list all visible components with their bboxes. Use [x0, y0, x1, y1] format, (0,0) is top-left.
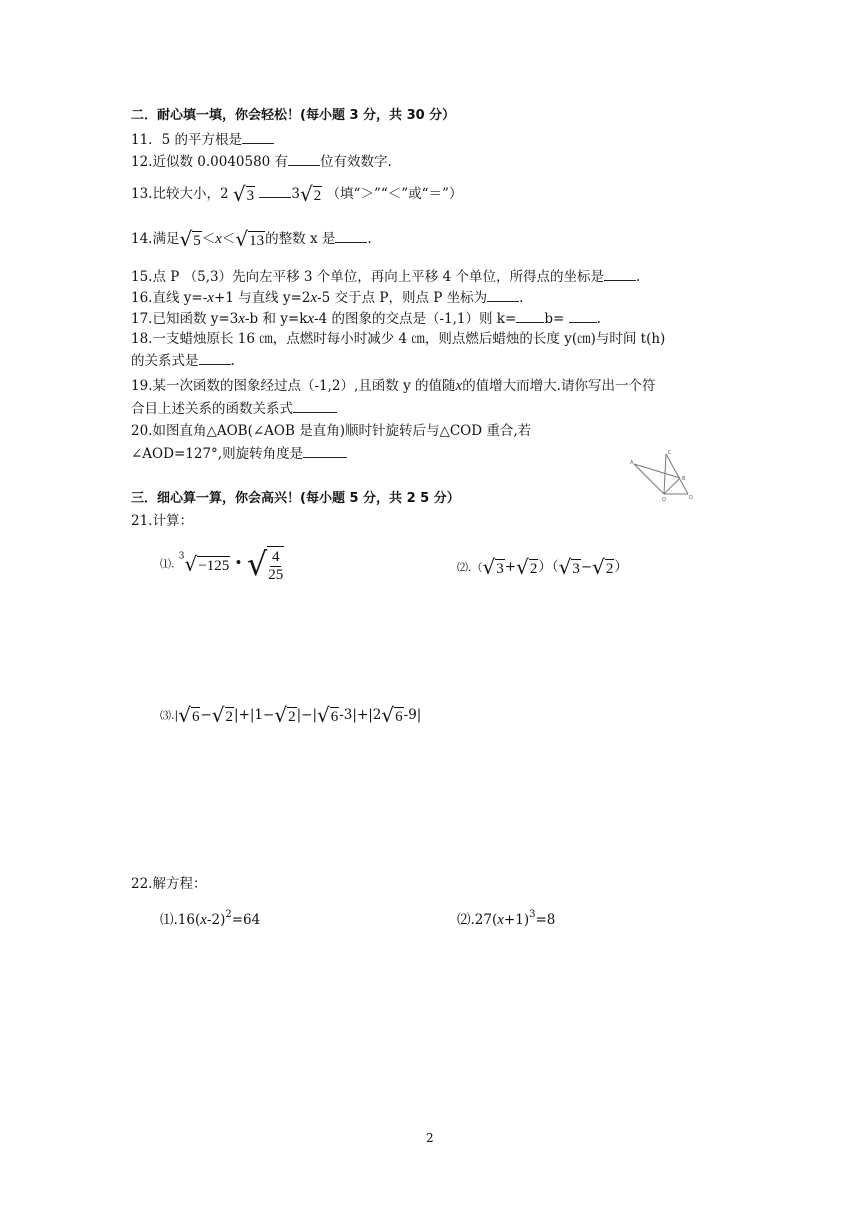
var-x: x [307, 311, 315, 327]
sqrt-3: √ 3 [232, 182, 255, 206]
period: . [635, 269, 641, 285]
problem-label: ⑵.（ [457, 561, 483, 574]
q13-text-a: 13.比较大小，2 [131, 186, 229, 202]
q19-answer-blank[interactable] [293, 399, 337, 413]
paren: ）（ [538, 559, 559, 575]
equation-text: =8 [535, 912, 556, 928]
question-20-line1: 20.如图直角△AOB(∠AOB 是直角)顺时针旋转后与△COD 重合,若 [131, 423, 532, 439]
expr-text: |−| [296, 707, 317, 723]
q18-text: 的关系式是 [131, 353, 199, 369]
q20-text: ∠AOD=127°,则旋转角度是 [131, 446, 304, 462]
plus-sign: + [504, 559, 517, 575]
question-19-line2 [131, 399, 337, 418]
q14-answer-blank[interactable] [335, 229, 367, 243]
q13-text-b: 3 [291, 186, 300, 202]
sqrt-3: √ 3 [558, 555, 580, 579]
problem-label: ⑶.| [160, 709, 179, 722]
var-x: x [200, 912, 207, 928]
point-label-b: B [682, 476, 686, 482]
question-18-line2 [131, 351, 235, 370]
question-11 [131, 130, 274, 149]
sqrt-6: √ 6 [178, 703, 200, 727]
question-18-line1: 18.一支蜡烛原长 16 ㎝，点燃时每小时减少 4 ㎝，则点燃后蜡烛的长度 y(㎝)与时间 t(h) [131, 331, 666, 347]
q19-text-c: 合目上述关系的函数关系式 [131, 401, 293, 417]
question-14 [131, 229, 372, 250]
equation-22-2 [457, 906, 555, 929]
question-20-line2 [131, 444, 347, 463]
q14-text-b: 的整数 x 是 [265, 231, 336, 247]
cube-root-index: 3 [178, 551, 185, 562]
period: . [230, 353, 235, 369]
q13-text-c: （填“＞”“＜”或“＝”） [326, 186, 463, 202]
q15-text: 15.点 P （5,3）先向左平移 3 个单位，再向上平移 4 个单位，所得点的坐标是 [131, 269, 604, 285]
q11-answer-blank[interactable] [242, 130, 274, 144]
q20-answer-blank[interactable] [303, 444, 347, 458]
var-x: x [497, 912, 504, 928]
q17-text-a: 17.已知函数 y=3 [131, 311, 239, 327]
q18-answer-blank[interactable] [199, 351, 231, 365]
q13-answer-blank[interactable] [259, 184, 291, 198]
period: . [519, 290, 524, 306]
less-than: ＜ [201, 231, 216, 247]
period: . [596, 311, 601, 327]
question-22: 22.解方程： [131, 876, 207, 892]
minus-sign: − [200, 707, 212, 723]
expr-text: -3|+|2 [339, 707, 382, 723]
sqrt-2: √ 2 [300, 182, 322, 206]
question-13 [131, 184, 462, 205]
q19-text-b: 的值增大而增大.请你写出一个符 [462, 378, 656, 394]
exponent: 3 [529, 909, 536, 920]
q12-text-a: 12.近似数 0.0040580 有 [131, 154, 289, 170]
section2-heading: 二．耐心填一填，你会轻松！(每小题 3 分，共 30 分） [131, 108, 456, 123]
rotation-figure [628, 446, 700, 504]
sqrt-2: √ 2 [592, 555, 614, 579]
q16-text-b: +1 与直线 y=2 [213, 290, 311, 306]
multiply-dot: • [234, 555, 243, 572]
point-label-c: C [668, 450, 672, 456]
q17-text-b: -b 和 y=k [244, 311, 308, 327]
problem-21-2 [457, 557, 628, 578]
sqrt-6: √ 6 [381, 703, 403, 727]
expr-text: -9| [403, 707, 422, 723]
cube-root: √ −125 [184, 551, 230, 576]
sqrt-3: √ 3 [482, 555, 504, 579]
q17-text-d: b= [544, 311, 565, 327]
var-x: x [455, 378, 463, 394]
q12-answer-blank[interactable] [288, 152, 320, 166]
sqrt-13: √ 13 [235, 227, 265, 251]
var-x: x [215, 231, 222, 247]
point-label-a: A [630, 460, 634, 466]
q16-text-a: 16.直线 y=- [131, 290, 208, 306]
equation-text: +1) [503, 912, 530, 928]
sqrt-fraction: √ $\frac{4}{25}$ [246, 545, 284, 583]
question-15 [131, 267, 640, 286]
fraction-denominator: 25 [268, 567, 284, 583]
fraction-numerator: 4 [271, 549, 280, 565]
period: . [367, 231, 372, 247]
sqrt-2: √ 2 [274, 703, 296, 727]
point-label-o: O [662, 497, 666, 503]
sqrt-6: √ 6 [317, 703, 339, 727]
question-21: 21.计算： [131, 513, 193, 529]
equation-text: -2) [206, 912, 226, 928]
q17-b-blank[interactable] [569, 309, 597, 323]
equation-text: ⑵.27( [457, 912, 498, 928]
var-x: x [207, 290, 214, 306]
problem-label: ⑴. [160, 557, 175, 571]
sqrt-5: √ 5 [179, 227, 201, 251]
q15-answer-blank[interactable] [604, 267, 636, 281]
expr-text: |+|1− [234, 707, 275, 723]
q19-text-a: 19.某一次函数的图象经过点（-1,2）,且函数 y 的值随 [131, 378, 456, 394]
equation-22-1 [160, 906, 260, 929]
q12-text-b: 位有效数字. [320, 154, 392, 170]
question-12 [131, 152, 392, 171]
q16-text-c: -5 交于点 P，则点 P 坐标为 [317, 290, 488, 306]
q14-text-a: 14.满足 [131, 231, 180, 247]
sqrt-2: √ 2 [211, 703, 234, 727]
var-x: x [238, 311, 245, 327]
less-than: ＜ [221, 231, 236, 247]
equation-text: ⑴.16( [160, 912, 201, 928]
section3-heading: 三．细心算一算，你会高兴！(每小题 5 分，共 2 5 分） [131, 491, 460, 506]
figure-line [664, 478, 680, 494]
problem-21-1 [160, 544, 284, 584]
question-17 [131, 309, 601, 328]
q17-k-blank[interactable] [516, 309, 544, 323]
paren: ） [614, 559, 628, 575]
point-label-d: D [689, 495, 693, 501]
exponent: 2 [225, 909, 232, 920]
question-16 [131, 288, 523, 307]
minus-sign: − [580, 559, 593, 575]
equation-text: =64 [231, 912, 261, 928]
q16-answer-blank[interactable] [487, 288, 519, 302]
q11-text: 11．5 的平方根是 [131, 132, 243, 148]
q17-text-c: -4 的图象的交点是（-1,1）则 k= [314, 311, 517, 327]
page-number: 2 [426, 1131, 434, 1145]
question-19-line1 [131, 377, 655, 395]
var-x: x [310, 290, 318, 306]
sqrt-2: √ 2 [516, 555, 538, 579]
problem-21-3 [160, 705, 421, 726]
